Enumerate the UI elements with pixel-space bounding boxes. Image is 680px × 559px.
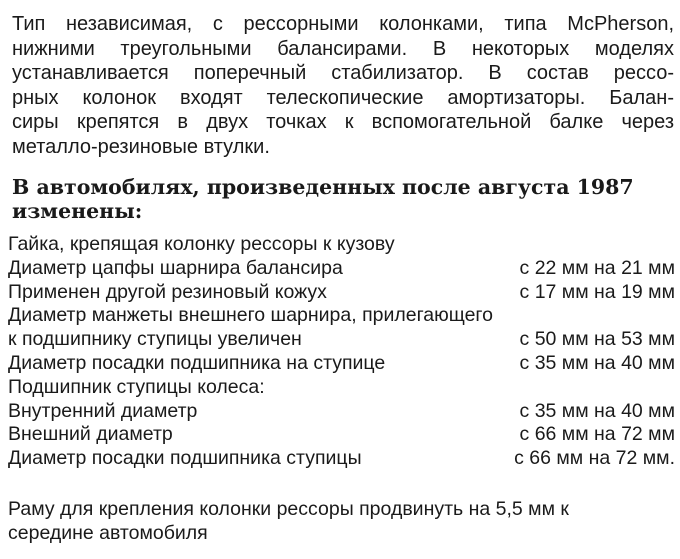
change-value: с 35 мм на 40 мм — [519, 351, 675, 374]
change-label: Гайка, крепящая колонку рессоры к кузову — [8, 233, 395, 255]
change-label: к подшипнику ступицы увеличен — [8, 328, 302, 351]
footer-paragraph — [8, 497, 675, 545]
intro-line: металло-резиновые втулки. — [12, 135, 270, 158]
changes-row — [8, 233, 675, 257]
change-label: Диаметр посадки подшипника на ступице — [8, 351, 386, 374]
change-label: Диаметр манжеты внешнего шарнира, прилегающего — [8, 304, 493, 327]
change-label: Диаметр посадки подшипника ступицы — [8, 447, 362, 470]
change-value: с 35 мм на 40 мм — [519, 399, 675, 422]
changes-row — [8, 304, 675, 328]
change-value: с 22 мм на 21 мм — [519, 256, 675, 279]
section-heading — [12, 176, 652, 223]
changes-list — [8, 233, 675, 471]
change-label: Применен другой резиновый кожух — [8, 280, 327, 303]
change-value: с 66 мм на 72 мм. — [514, 447, 675, 470]
intro-line: сиры крепятся в двух точках к вспомогательной балке через — [12, 111, 674, 133]
heading-line: изменены: — [12, 198, 143, 223]
changes-row — [8, 328, 675, 352]
changes-row — [8, 352, 675, 376]
intro-paragraph — [12, 12, 674, 159]
changes-row — [8, 376, 675, 400]
intro-line: Тип независимая, с рессорными колонками, типа McPherson, — [12, 13, 674, 35]
changes-row — [8, 447, 675, 471]
change-value: с 17 мм на 19 мм — [519, 280, 675, 303]
footer-line: середине автомобиля — [8, 522, 208, 544]
heading-line: В автомобилях, произведенных после августа 1987 — [12, 175, 634, 199]
intro-line: устанавливается поперечный стабилизатор. В состав рессо- — [12, 62, 674, 84]
change-label: Подшипник ступицы колеса: — [8, 375, 265, 398]
footer-line: Раму для крепления колонки рессоры продвинуть на 5,5 мм к — [8, 498, 569, 520]
change-label: Внешний диаметр — [8, 423, 173, 446]
intro-line: рных колонок входят телескопические амортизаторы. Балан- — [12, 86, 674, 109]
changes-row — [8, 423, 675, 447]
change-value: с 50 мм на 53 мм — [519, 328, 675, 351]
change-label: Диаметр цапфы шарнира балансира — [8, 256, 343, 279]
change-value: с 66 мм на 72 мм — [519, 423, 675, 446]
changes-row — [8, 281, 675, 305]
intro-line: нижними треугольными балансирами. В некоторых моделях — [12, 37, 674, 60]
changes-row — [8, 257, 675, 281]
changes-row — [8, 400, 675, 424]
change-label: Внутренний диаметр — [8, 399, 198, 422]
